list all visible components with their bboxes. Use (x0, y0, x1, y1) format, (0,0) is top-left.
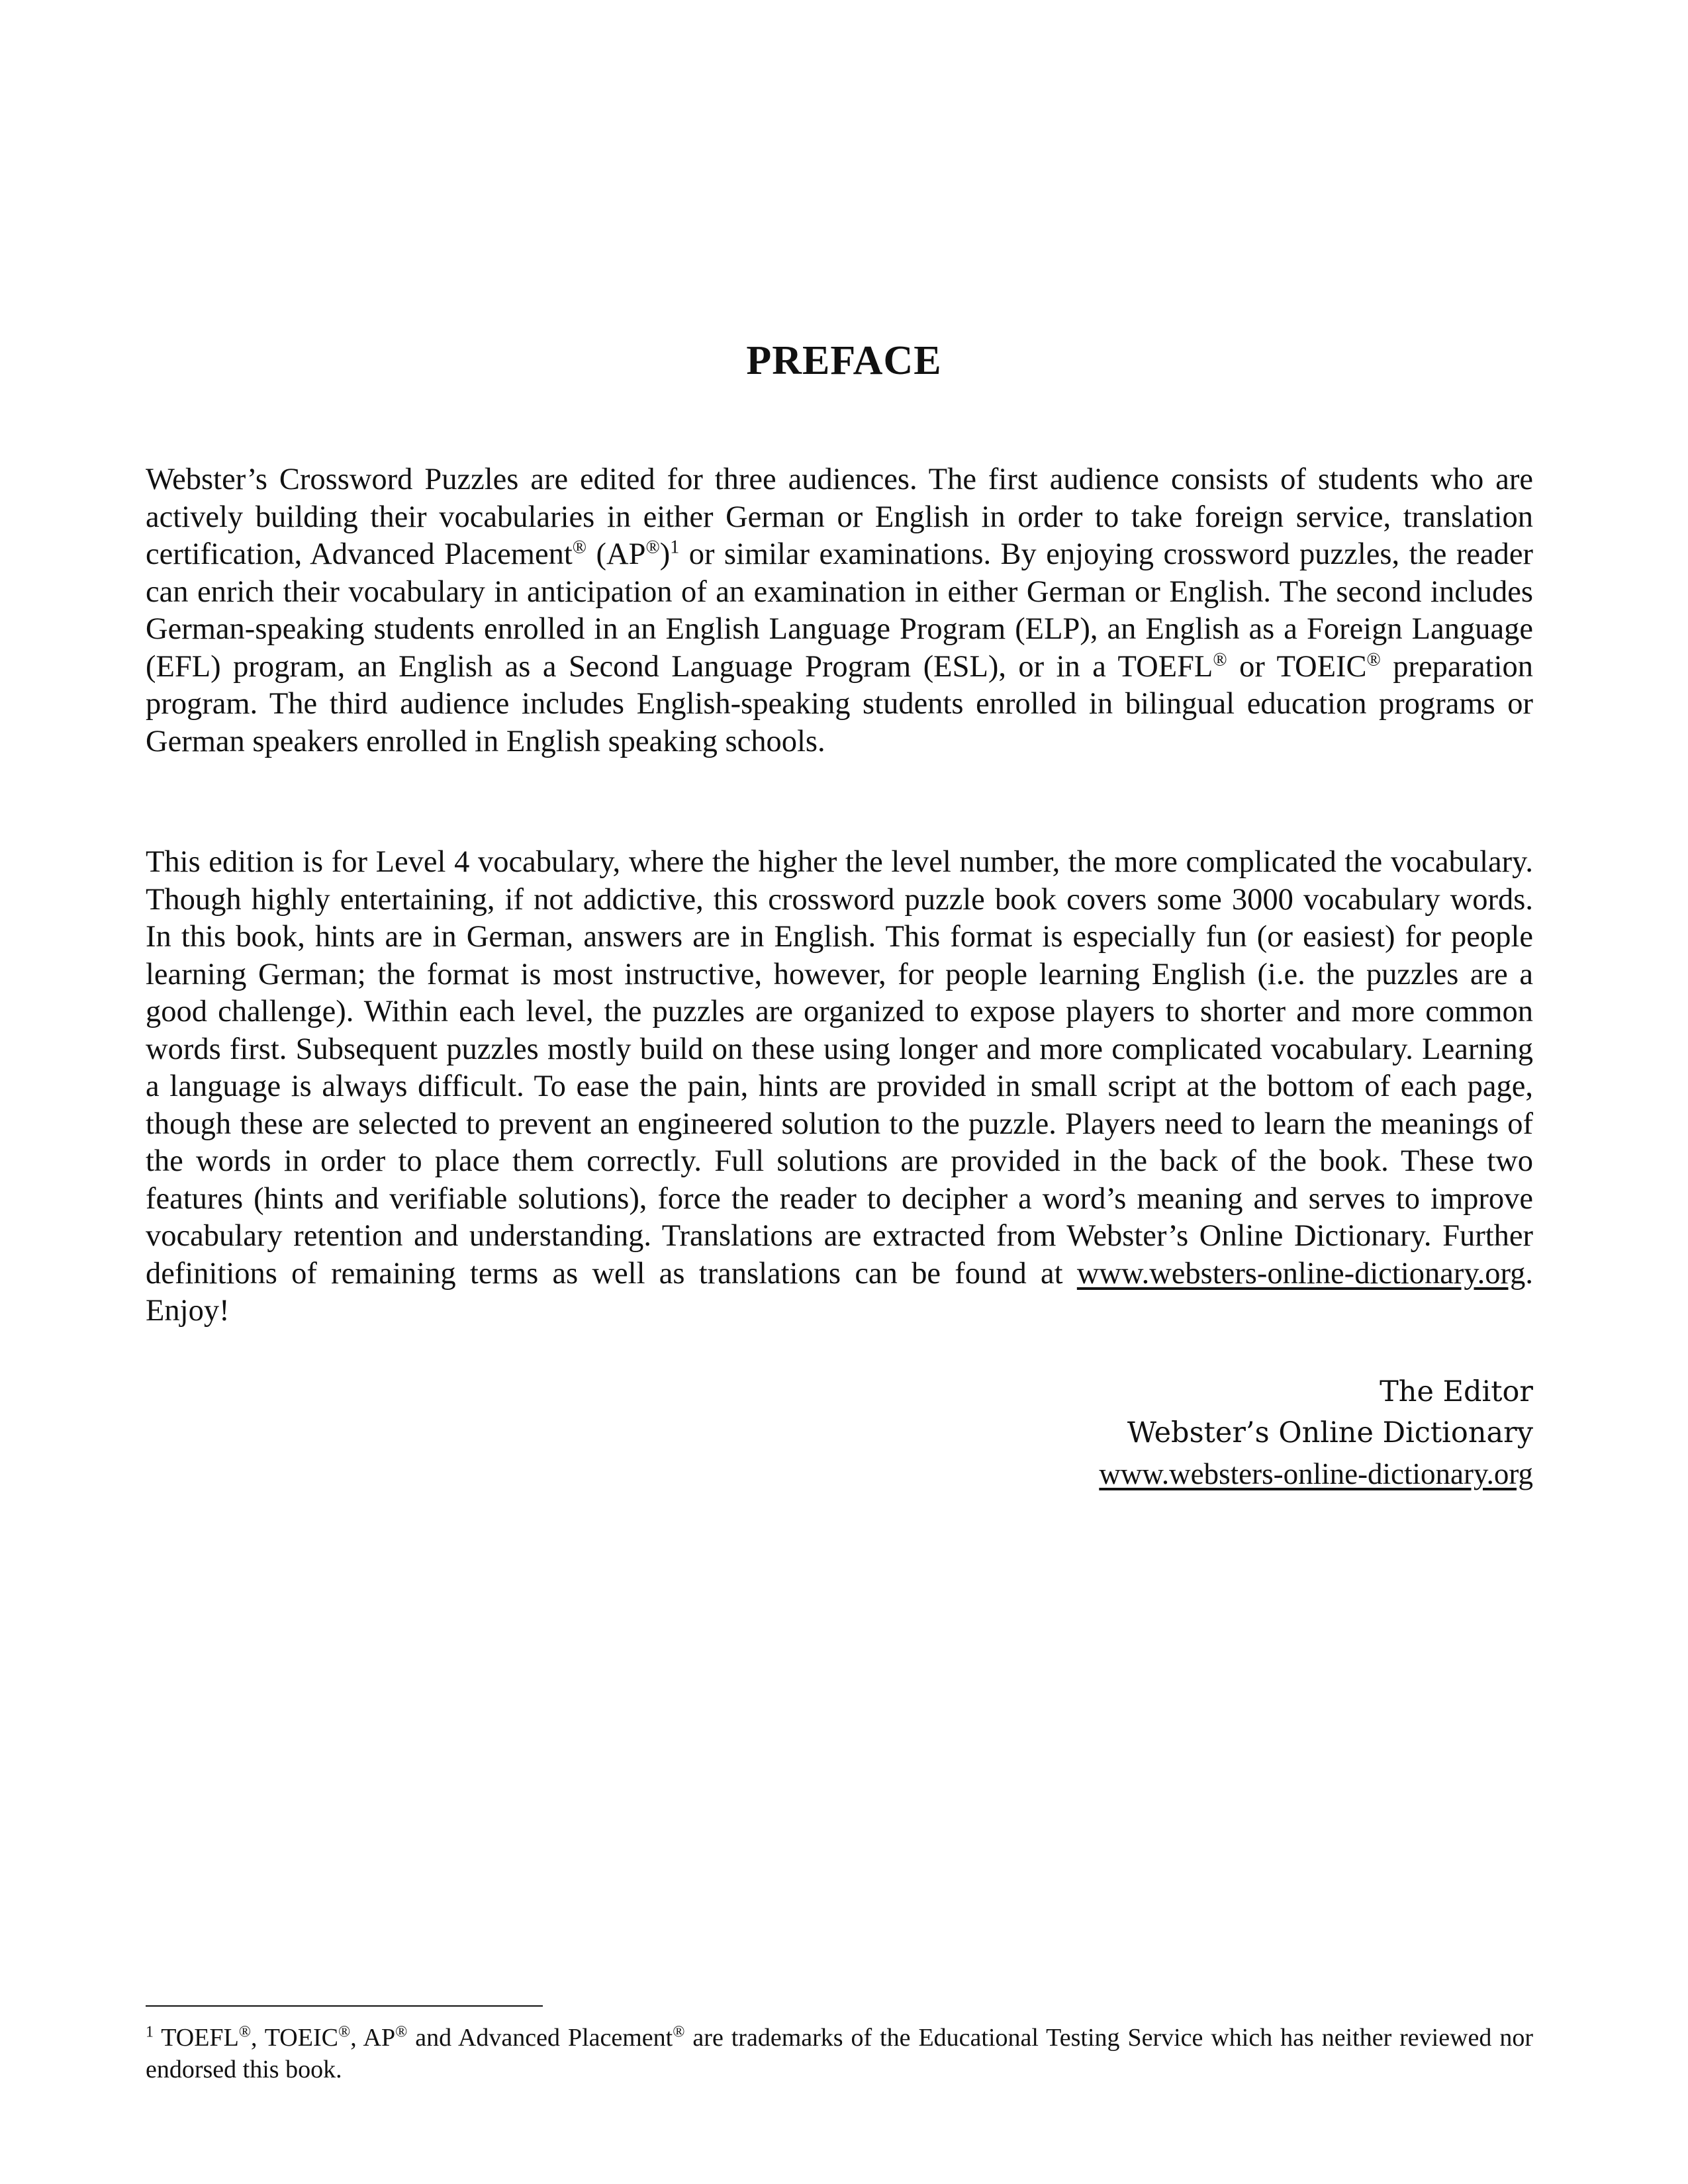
registered-mark: ® (645, 537, 660, 558)
signature-organization: Webster’s Online Dictionary (1127, 1416, 1533, 1449)
footnote-text-b: , TOEIC (251, 2024, 338, 2052)
preface-paragraph-1 (146, 461, 1533, 760)
dictionary-link[interactable]: www.websters-online-dictionary.org (1076, 1256, 1526, 1291)
footnote (146, 2022, 1533, 2085)
registered-mark: ® (395, 2023, 408, 2041)
footnote-reference[interactable]: 1 (670, 537, 680, 558)
registered-mark: ® (572, 537, 587, 558)
paragraph-1-text-c: ) (659, 537, 671, 571)
page-title: PREFACE (746, 338, 942, 383)
paragraph-2-end: . Enjoy! (146, 1256, 1533, 1328)
paragraph-1-text-f: preparation program. The third audience includes English-speaking students enrolled in bilingual education programs or German speakers enrolled in English speaking schools. (146, 649, 1533, 758)
footnote-text-c: , AP (350, 2024, 396, 2052)
signature-block (1099, 1371, 1533, 1495)
signature-editor: The Editor (1380, 1375, 1533, 1408)
footnote-text-a: TOEFL (154, 2024, 239, 2052)
footnote-divider (146, 2005, 543, 2007)
registered-mark: ® (238, 2023, 252, 2041)
footnote-marker: 1 (146, 2023, 154, 2041)
preface-paragraph-2 (146, 844, 1533, 1330)
paragraph-1-text-d: or similar examinations. By enjoying crossword puzzles, the reader can enrich their vocabulary in anticipation of an examination in either German or English. The second includes German-speaking students enrolled in an English Language Program (ELP), an English as a Foreign Language (EFL) program, an English as a Second Language Program (ESL), or in a TOEFL (146, 537, 1533, 684)
registered-mark: ® (1213, 649, 1227, 670)
paragraph-1-text-b: (AP (586, 537, 646, 571)
registered-mark: ® (1366, 649, 1381, 670)
footnote-text-e: are trademarks of the Educational Testing Service which has neither reviewed nor endorsed this book. (146, 2024, 1533, 2083)
footnote-text-d: and Advanced Placement (407, 2024, 673, 2052)
paragraph-2-text: This edition is for Level 4 vocabulary, where the higher the level number, the more complicated the vocabulary. Though highly entertaining, if not addictive, this crossword puzzle book covers some 3000 vocabulary words. In this book, hints are in German, answers are in English. This format is especially fun (or easiest) for people learning German; the format is most instructive, however, for people learning English (i.e. the puzzles are a good challenge). Within each level, the puzzles are organized to expose players to shorter and more common words first. Subsequent puzzles mostly build on these using longer and more complicated vocabulary. Learning a language is always difficult. To ease the pain, hints are provided in small script at the bottom of each page, though these are selected to prevent an engineered solution to the puzzle. Players need to learn the meanings of the words in order to place them correctly. Full solutions are provided in the back of the book. These two features (hints and verifiable solutions), force the reader to decipher a word’s meaning and serves to improve vocabulary retention and understanding. Translations are extracted from Webster’s Online Dictionary. Further definitions of remaining terms as well as translations can be found at (146, 845, 1533, 1291)
registered-mark: ® (673, 2023, 685, 2041)
paragraph-1-text-e: or TOEIC (1227, 649, 1367, 684)
paragraph-1-text-a: Webster’s Crossword Puzzles are edited for three audiences. The first audience consists of students who are actively building their vocabularies in either German or English in order to take foreign service, translation certification, Advanced Placement (146, 463, 1533, 571)
signature-link[interactable]: www.websters-online-dictionary.org (1099, 1457, 1533, 1490)
registered-mark: ® (338, 2023, 351, 2041)
